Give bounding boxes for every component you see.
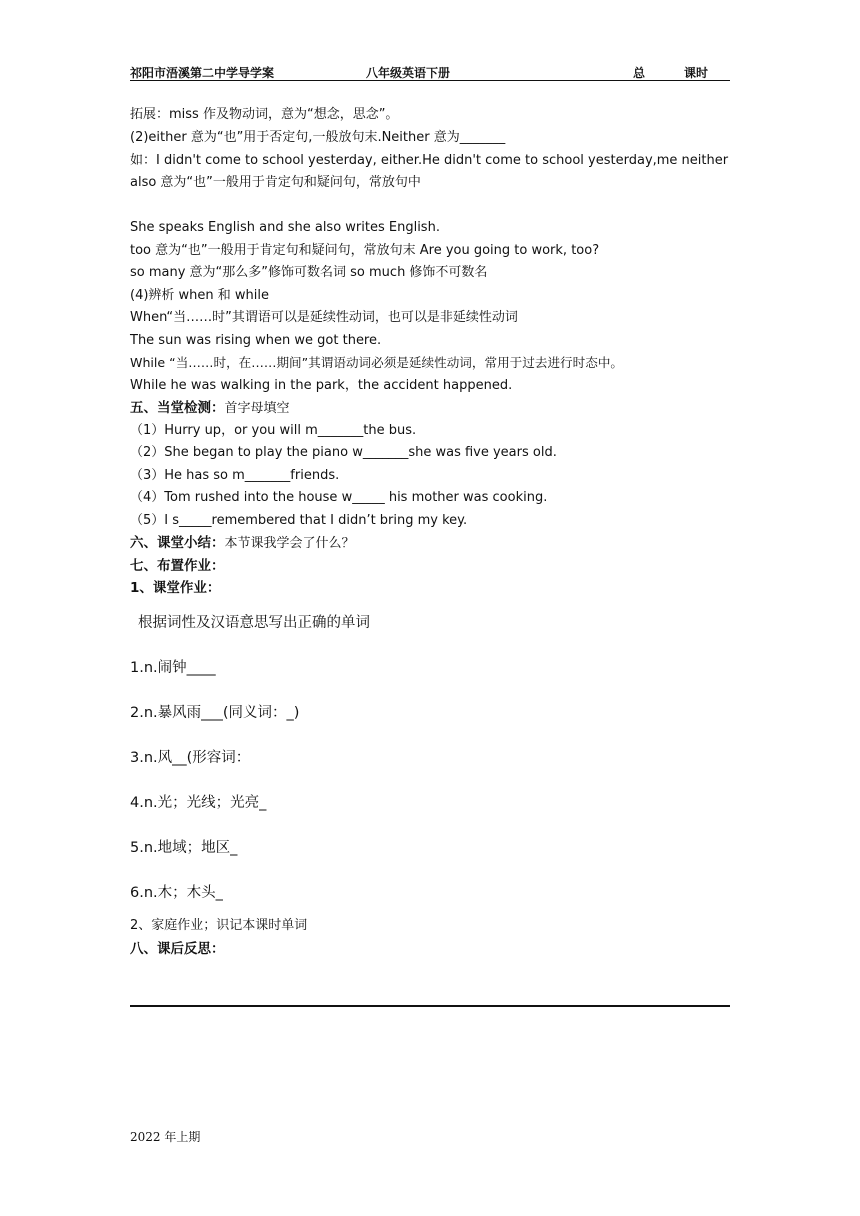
header-rule <box>130 80 730 81</box>
body-line: While he was walking in the park，the accident happened. <box>130 378 513 393</box>
section-6-title: 六、课堂小结： <box>130 535 225 551</box>
hw1-title: 1、课堂作业： <box>130 580 221 596</box>
lesson-label: 课时 <box>684 66 709 80</box>
section-5 <box>130 399 290 418</box>
body-line: She speaks English and she also writes English. <box>130 220 440 235</box>
page-header <box>130 60 730 80</box>
footer-rule <box>130 1005 730 1007</box>
body-line: so many 意为“那么多”修饰可数名词 so much 修饰不可数名 <box>130 265 488 280</box>
section-6 <box>130 534 355 553</box>
word-item: 4.n.光；光线；光亮_ <box>130 795 267 811</box>
body-line: When“当……时”其谓语可以是延续性动词，也可以是非延续性动词 <box>130 310 518 325</box>
grade-title: 八年级英语下册 <box>366 66 451 80</box>
section-5-title: 五、当堂检测： <box>130 400 225 416</box>
body-line: 拓展：miss 作及物动词，意为“想念，思念”。 <box>130 107 399 122</box>
body-line: (4)辨析 when 和 while <box>130 288 270 303</box>
body-line: While “当……时，在……期间”其谓语动词必须是延续性动词，常用于过去进行时态中。 <box>130 355 624 370</box>
body-line: too 意为“也”一般用于肯定句和疑问句，常放句末 Are you going to work, too? <box>130 243 600 258</box>
body-line: The sun was rising when we got there. <box>130 333 382 348</box>
word-item: 6.n.木；木头_ <box>130 885 223 901</box>
body-line: 如：I didn't come to school yesterday, either.He didn't come to school yesterday,me neither <box>130 153 729 168</box>
word-item: 2.n.暴风雨___(同义词：_) <box>130 705 300 721</box>
exercise-item: （4）Tom rushed into the house w_____ his mother was cooking. <box>130 490 548 505</box>
total-label: 总 <box>633 66 646 80</box>
exercise-item: （3）He has so m_______friends. <box>130 468 340 483</box>
body-line: also 意为“也”一般用于肯定句和疑问句，常放句中 <box>130 175 421 190</box>
exercise-item: （2）She began to play the piano w_______she was five years old. <box>130 445 557 460</box>
section-6-text: 本节课我学会了什么？ <box>224 536 355 551</box>
section-7-title: 七、布置作业： <box>130 558 225 574</box>
hw2: 2、家庭作业；识记本课时单词 <box>130 918 308 933</box>
word-item: 5.n.地域；地区_ <box>130 840 238 856</box>
footer-term: 2022 年上期 <box>130 1130 201 1144</box>
section-5-sub: 首字母填空 <box>224 401 290 416</box>
section-8-title: 八、课后反思： <box>130 941 225 957</box>
body-line: (2)either 意为“也”用于否定句,一般放句末.Neither 意为_______ <box>130 130 506 145</box>
exercise-item: （5）I s_____remembered that I didn’t bring my key. <box>130 513 468 528</box>
school-name: 祁阳市浯溪第二中学导学案 <box>130 66 275 80</box>
hw1-instruction: 根据词性及汉语意思写出正确的单词 <box>138 615 370 631</box>
word-item: 1.n.闹钟____ <box>130 660 216 676</box>
word-item: 3.n.风__(形容词： <box>130 750 251 766</box>
exercise-item: （1）Hurry up，or you will m_______the bus. <box>130 423 417 438</box>
